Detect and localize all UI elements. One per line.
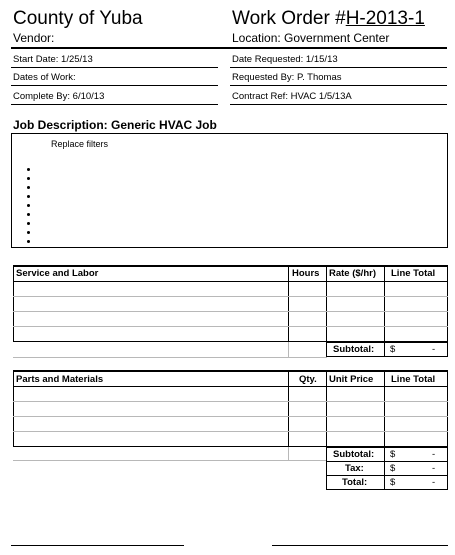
- vendor-label: Vendor:: [13, 31, 55, 45]
- parts-subtotal-label: Subtotal:: [333, 449, 375, 460]
- bullet: [27, 195, 30, 198]
- bullet: [27, 213, 30, 216]
- county-title: County of Yuba: [13, 8, 143, 29]
- parts-totals-rule: [326, 461, 448, 462]
- parts-row-rule: [13, 416, 448, 417]
- divider: [11, 67, 218, 68]
- divider: [230, 104, 447, 105]
- divider: [230, 85, 447, 86]
- parts-col-rule: [288, 370, 289, 447]
- service-col-total: Line Total: [391, 268, 436, 279]
- bullet: [27, 222, 30, 225]
- bullet: [27, 240, 30, 243]
- parts-header-rule: [13, 386, 448, 387]
- parts-tax-label: Tax:: [345, 463, 364, 474]
- service-col-hours: Hours: [292, 268, 320, 279]
- signature-line-left: [11, 545, 184, 546]
- parts-col-rule: [384, 370, 385, 447]
- parts-total-gridline: [288, 447, 289, 460]
- location-label: Location: Government Center: [232, 31, 390, 45]
- service-row-rule: [13, 326, 448, 327]
- service-top-rule: [13, 265, 448, 267]
- parts-col-price: Unit Price: [329, 374, 374, 385]
- work-order-title: [232, 8, 425, 30]
- divider: [11, 85, 218, 86]
- service-subtotal-label: Subtotal:: [333, 344, 375, 355]
- parts-subtotal-currency: $: [390, 449, 396, 460]
- signature-line-right: [272, 545, 448, 546]
- service-col-rule: [326, 265, 327, 342]
- job-description-box: [11, 133, 448, 248]
- parts-totals-rule: [326, 475, 448, 476]
- date-requested: Date Requested: 1/15/13: [232, 54, 338, 65]
- service-col-rate: Rate ($/hr): [329, 268, 376, 279]
- service-col-rule: [288, 265, 289, 342]
- parts-title: Parts and Materials: [16, 374, 104, 385]
- start-date: Start Date: 1/25/13: [13, 54, 93, 65]
- parts-top-rule: [13, 370, 448, 372]
- service-subtotal-gridline: [13, 357, 327, 358]
- parts-total-gridline: [13, 460, 327, 461]
- parts-col-qty: Qty.: [299, 374, 317, 385]
- complete-by: Complete By: 6/10/13: [13, 91, 105, 102]
- service-row-rule: [13, 311, 448, 312]
- job-description-title: Job Description: Generic HVAC Job: [13, 118, 217, 132]
- divider: [11, 104, 218, 105]
- service-title: Service and Labor: [16, 268, 99, 279]
- divider: [230, 67, 447, 68]
- parts-total-value: -: [432, 477, 436, 488]
- service-row-rule: [13, 296, 448, 297]
- service-subtotal-value: -: [432, 344, 436, 355]
- parts-totals-divider: [384, 447, 385, 490]
- parts-subtotal-value: -: [432, 449, 436, 460]
- parts-col-rule: [326, 370, 327, 447]
- parts-col-total: Line Total: [391, 374, 436, 385]
- parts-tax-value: -: [432, 463, 436, 474]
- work-order-number: H-2013-1: [345, 8, 425, 29]
- parts-row-rule: [13, 431, 448, 432]
- bullet: [27, 231, 30, 234]
- bullet: [27, 168, 30, 171]
- bullet: [27, 204, 30, 207]
- parts-tax-currency: $: [390, 463, 396, 474]
- contract-ref: Contract Ref: HVAC 1/5/13A: [232, 91, 352, 102]
- service-subtotal-divider: [384, 342, 385, 357]
- parts-total-currency: $: [390, 477, 396, 488]
- job-line: Replace filters: [51, 139, 109, 149]
- header-divider: [11, 47, 447, 49]
- parts-total-label: Total:: [342, 477, 368, 488]
- service-col-rule: [384, 265, 385, 342]
- service-subtotal-gridline: [288, 342, 289, 357]
- bullet: [27, 177, 30, 180]
- dates-of-work: Dates of Work:: [13, 72, 76, 83]
- service-subtotal-currency: $: [390, 344, 396, 355]
- work-order-prefix: Work Order #: [232, 8, 346, 29]
- bullet: [27, 186, 30, 189]
- parts-row-rule: [13, 401, 448, 402]
- requested-by: Requested By: P. Thomas: [232, 72, 342, 83]
- service-header-rule: [13, 281, 448, 282]
